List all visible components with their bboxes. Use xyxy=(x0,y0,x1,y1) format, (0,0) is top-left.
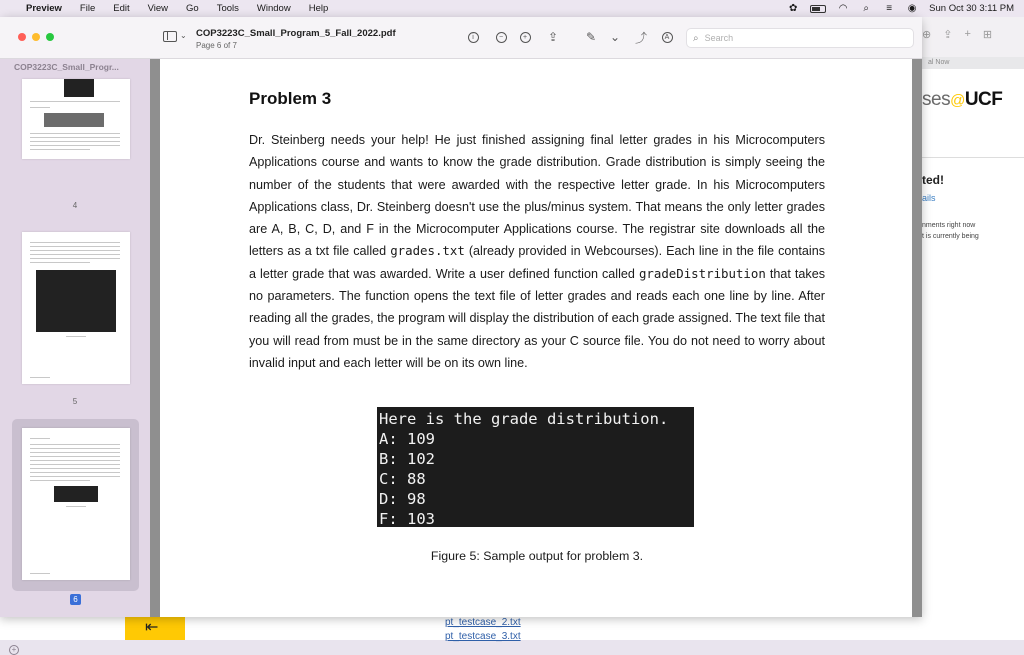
browser-toolbar xyxy=(912,17,1024,57)
zoom-window-button[interactable] xyxy=(46,33,54,41)
terminal-line: A: 109 xyxy=(379,430,435,448)
sidebar-toggle-icon[interactable] xyxy=(163,31,177,42)
section-heading: Problem 3 xyxy=(249,89,332,108)
collapse-arrow-icon: ⇤ xyxy=(145,619,159,636)
browser-tab-label[interactable]: al Now xyxy=(912,57,1024,69)
page-indicator: Page 6 of 7 xyxy=(196,41,237,50)
status-area xyxy=(787,3,1024,14)
new-tab-icon[interactable]: + xyxy=(964,28,971,40)
extension-icon[interactable]: ⊕ xyxy=(922,29,932,41)
document-title: COP3223C_Small_Program_5_Fall_2022.pdf xyxy=(196,28,396,39)
info-icon[interactable]: i xyxy=(466,30,480,44)
rotate-icon[interactable]: ⤴ xyxy=(634,30,647,45)
control-center-icon[interactable]: ≡ xyxy=(886,3,893,14)
terminal-line: D: 98 xyxy=(379,490,426,508)
menu-tools[interactable]: Tools xyxy=(216,3,239,14)
tab-overview-icon[interactable]: ⊞ xyxy=(982,29,993,41)
menu-edit[interactable]: Edit xyxy=(113,3,130,14)
page-thumbnail-6[interactable] xyxy=(22,428,130,580)
menu-app-name[interactable]: Preview xyxy=(26,3,62,14)
sidebar-title: COP3223C_Small_Progr... xyxy=(14,62,119,72)
page-label-5: 5 xyxy=(72,397,78,406)
terminal-line: Here is the grade distribution. xyxy=(379,410,669,428)
search-field[interactable] xyxy=(686,28,914,48)
page-label-4: 4 xyxy=(72,201,78,210)
site-link[interactable]: ails xyxy=(922,193,936,203)
menu-help[interactable]: Help xyxy=(308,3,329,14)
menu-go[interactable]: Go xyxy=(186,3,199,14)
sample-output-terminal xyxy=(377,407,694,527)
zoom-in-icon[interactable]: + xyxy=(518,30,532,44)
site-text-line-2: t is currently being xyxy=(922,233,979,240)
close-window-button[interactable] xyxy=(18,33,26,41)
wifi-icon[interactable]: ◠ xyxy=(838,3,848,14)
zoom-out-icon[interactable]: − xyxy=(494,30,508,44)
spotlight-icon[interactable]: ⌕ xyxy=(863,3,869,14)
menu-bar xyxy=(0,0,1024,17)
siri-icon[interactable]: ◉ xyxy=(907,3,917,14)
markup-pen-icon[interactable]: ✎ xyxy=(585,30,597,44)
share-icon[interactable]: ⇪ xyxy=(943,29,953,41)
page-thumbnail-5[interactable] xyxy=(22,232,130,384)
menu-clock[interactable]: Sun Oct 30 3:11 PM xyxy=(929,3,1014,14)
figure-caption: Figure 5: Sample output for problem 3. xyxy=(430,549,644,563)
add-page-icon[interactable]: + xyxy=(9,645,19,655)
chevron-down-icon[interactable]: ⌄ xyxy=(180,31,187,40)
minimize-window-button[interactable] xyxy=(32,33,40,41)
current-page-badge: 6 xyxy=(70,594,81,605)
attachment-link-2[interactable]: pt_testcase_3.txt xyxy=(445,631,521,642)
problem-description: Dr. Steinberg needs your help! He just finished assigning final letter grades in his Microcomputers Applications course and wants to know the grade distribution. Grade distribution is simply seeing the number of the students that were awarded with the respective letter grade. In his Microcomputers Applications class, Dr. Steinberg doesn't use the plus/minus system. That means the only letter grades are A, B, C, D, and F in the Microcomputer Applications course. The registrar site downloads all the letters as a txt file called grades.txt (already provided in Webcourses). Each line in the file contains a letter grade that was awarded. Write a user defined function called gradeDistribution that takes no parameters. The function opens the text file of letter grades and reads each one line by line. After reading all the grades, the program will display the distribution of each grade assigned. The text file that you will read from must be in the same directory as your C source file. You do not need to worry about invalid input and each letter will be on its own line. xyxy=(249,133,825,370)
battery-icon[interactable] xyxy=(810,5,826,13)
pdf-page xyxy=(160,59,912,617)
menu-view[interactable]: View xyxy=(147,3,169,14)
share-icon[interactable]: ⇪ xyxy=(547,30,559,44)
markup-toolbar-icon[interactable]: A xyxy=(660,30,674,44)
page-thumbnail-4[interactable] xyxy=(22,79,130,159)
divider xyxy=(912,157,1024,158)
window-toolbar xyxy=(0,17,922,59)
attachment-link-1[interactable]: pt_testcase_2.txt xyxy=(445,617,521,628)
search-icon: ⌕ xyxy=(693,32,699,44)
menu-window[interactable]: Window xyxy=(256,3,291,14)
code-filename: grades.txt xyxy=(390,243,465,259)
document-view[interactable] xyxy=(150,59,922,617)
code-function-name: gradeDistribution xyxy=(638,265,766,281)
collapse-nav-button[interactable] xyxy=(125,616,185,640)
extension-icon[interactable]: ✿ xyxy=(788,3,798,14)
terminal-line: F: 103 xyxy=(379,510,435,528)
thumbnail-sidebar xyxy=(0,59,150,654)
site-text-line-1: nments right now xyxy=(922,222,976,229)
background-browser-window xyxy=(912,17,1024,640)
terminal-line: B: 102 xyxy=(379,450,435,468)
site-brand: ses@UCF xyxy=(922,89,1003,110)
menu-file[interactable]: File xyxy=(79,3,96,14)
chevron-down-icon[interactable]: ⌄ xyxy=(609,30,621,44)
terminal-line: C: 88 xyxy=(379,470,426,488)
search-placeholder: Search xyxy=(704,33,734,43)
site-heading: ted! xyxy=(922,173,944,187)
